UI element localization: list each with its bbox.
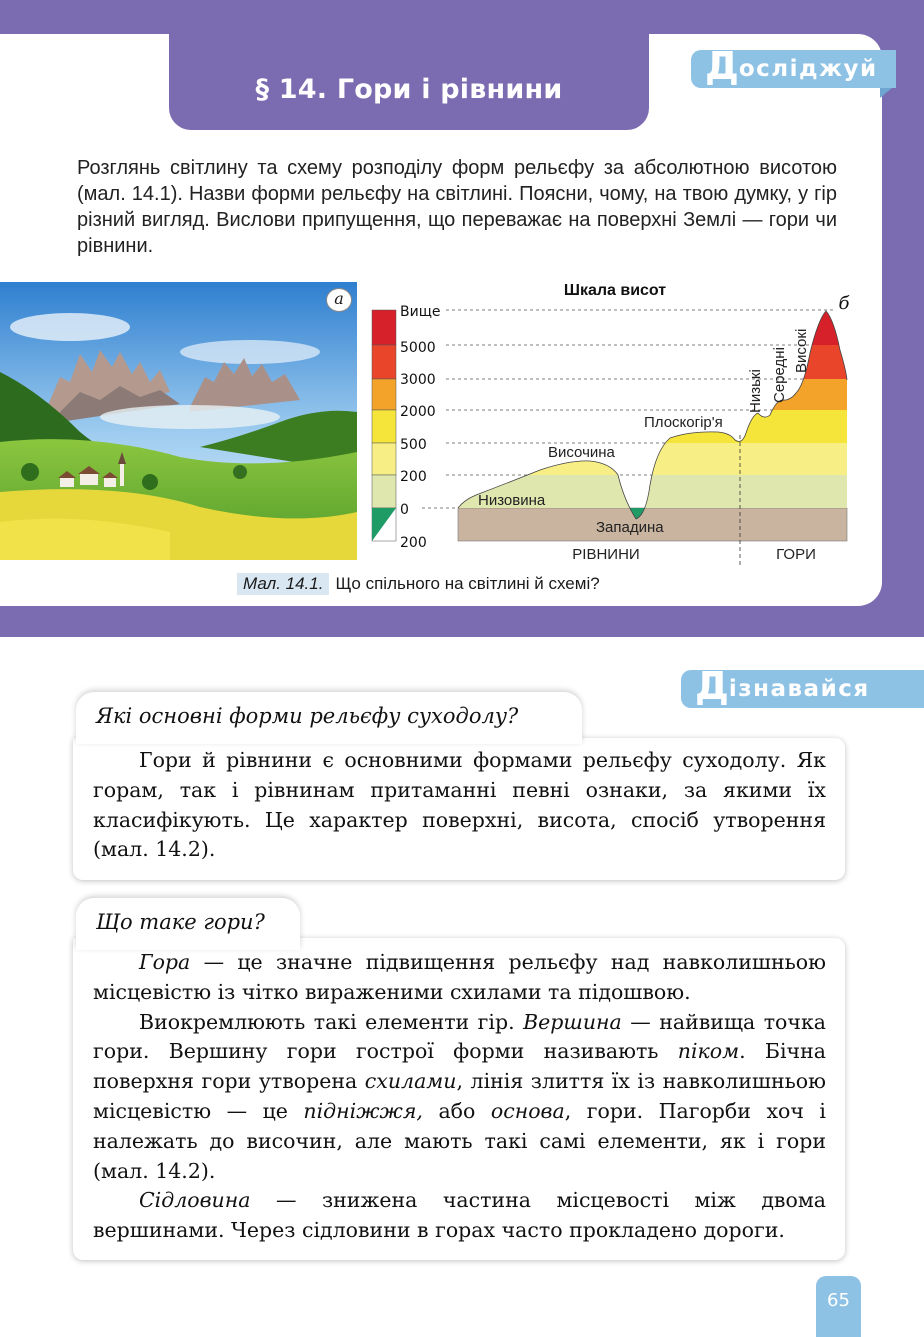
section2-body [93,948,826,1246]
photo-label-badge: а [326,288,352,312]
research-tag-letter: Д [705,44,739,88]
paragraph-saddle-text: — знижена частина місцевості між двома вершинами. Через сідловини в горах часто прокладено дороги. [93,1188,826,1243]
mountain-photo [0,282,357,560]
title-tab [169,0,649,130]
section1-paragraph: Гори й рівнини є основними формами рельєфу суходолу. Як горам, так і рівнинам притаманні певні ознаки, за якими їх класифікують. Це характер поверхні, висота, спосіб утворення (мал. 14.2). [93,748,826,862]
elements-text-e: або [422,1098,491,1123]
label-middle-mountains: Середні [771,347,788,403]
page-title: § 14. Гори і рівнини [255,74,563,105]
scale-title: Шкала висот [563,282,667,299]
learn-tag-text: ізнавайся [728,676,870,702]
scale-label-2000: 2000 [400,404,436,420]
term-mountain: Гора [139,950,191,974]
label-plains: РІВНИНИ [572,546,640,563]
caption-label: Мал. 14.1. [237,573,329,595]
section2-question: Що таке гори? [76,898,300,950]
learn-tag [681,664,924,708]
learn-tag-letter: Д [695,664,729,708]
scale-label-200: 200 [400,469,427,485]
scale-label-top: Вище [400,304,441,320]
research-tag-text: осліджуй [738,56,878,82]
elements-text-b: — найвища точка гори. Вершину гори гострої форми називають [93,1009,826,1064]
elements-text-a: Виокремлюють такі елементи гір. [139,1009,524,1034]
scale-label-500: 500 [400,437,427,453]
label-low-mountains: Низькі [747,369,764,413]
elevation-scheme [360,275,875,570]
elements-text-d: , лінія злиття їх із навколишньою місцевістю — це [93,1069,826,1123]
section1-question: Які основні форми рельєфу суходолу? [76,692,582,744]
label-plateau: Плоскогір'я [644,414,723,431]
label-mountains: ГОРИ [776,546,816,563]
elements-text-f: , гори. Пагорби хоч і належать до височин, але мають такі самі елементи, як і гори (мал. 14.2). [93,1098,826,1183]
research-tag [691,44,896,88]
label-depression: Западина [596,519,664,536]
paragraph-saddle [93,1186,826,1246]
section1-body [93,746,826,865]
term-summit: Вершина [523,1009,622,1034]
intro-text: Розглянь світлину та схему розподілу форм рельєфу за абсолютною висотою (мал. 14.1). Назви форми рельєфу на світлині. Поясни, чому, на твою думку, у гір різний вигляд. Вислови припущення, що переважає на поверхні Землі — гори чи рівнини. [77,157,837,257]
scale-label-0: 0 [400,502,409,518]
scale-label-5000: 5000 [400,340,436,356]
scheme-label-b: б [838,293,850,314]
paragraph-mountain [93,948,826,1008]
term-foot: підніжжя, [303,1098,423,1123]
label-lowland: Низовина [478,492,546,509]
term-base: основа [490,1098,565,1123]
paragraph-elements [93,1008,826,1187]
page-number: 65 [816,1276,861,1337]
label-upland: Височина [548,444,615,461]
color-scale [372,310,396,541]
label-high-mountains: Високі [793,328,810,373]
term-peak: піком [677,1039,740,1064]
caption-text: Що спільного на світлині й схемі? [335,574,600,593]
figure-caption [237,573,606,595]
elements-text-c: . Бічна поверхня гори утворена [93,1039,826,1094]
scale-label-below: 200 [400,535,427,551]
term-saddle: Сідловина [139,1188,251,1213]
scale-label-3000: 3000 [400,372,436,388]
paragraph-mountain-text: — це значне підвищення рельєфу над навколишньою місцевістю із чітко вираженими схилами та підошвою. [93,950,826,1004]
term-slopes: схилами [364,1069,457,1094]
